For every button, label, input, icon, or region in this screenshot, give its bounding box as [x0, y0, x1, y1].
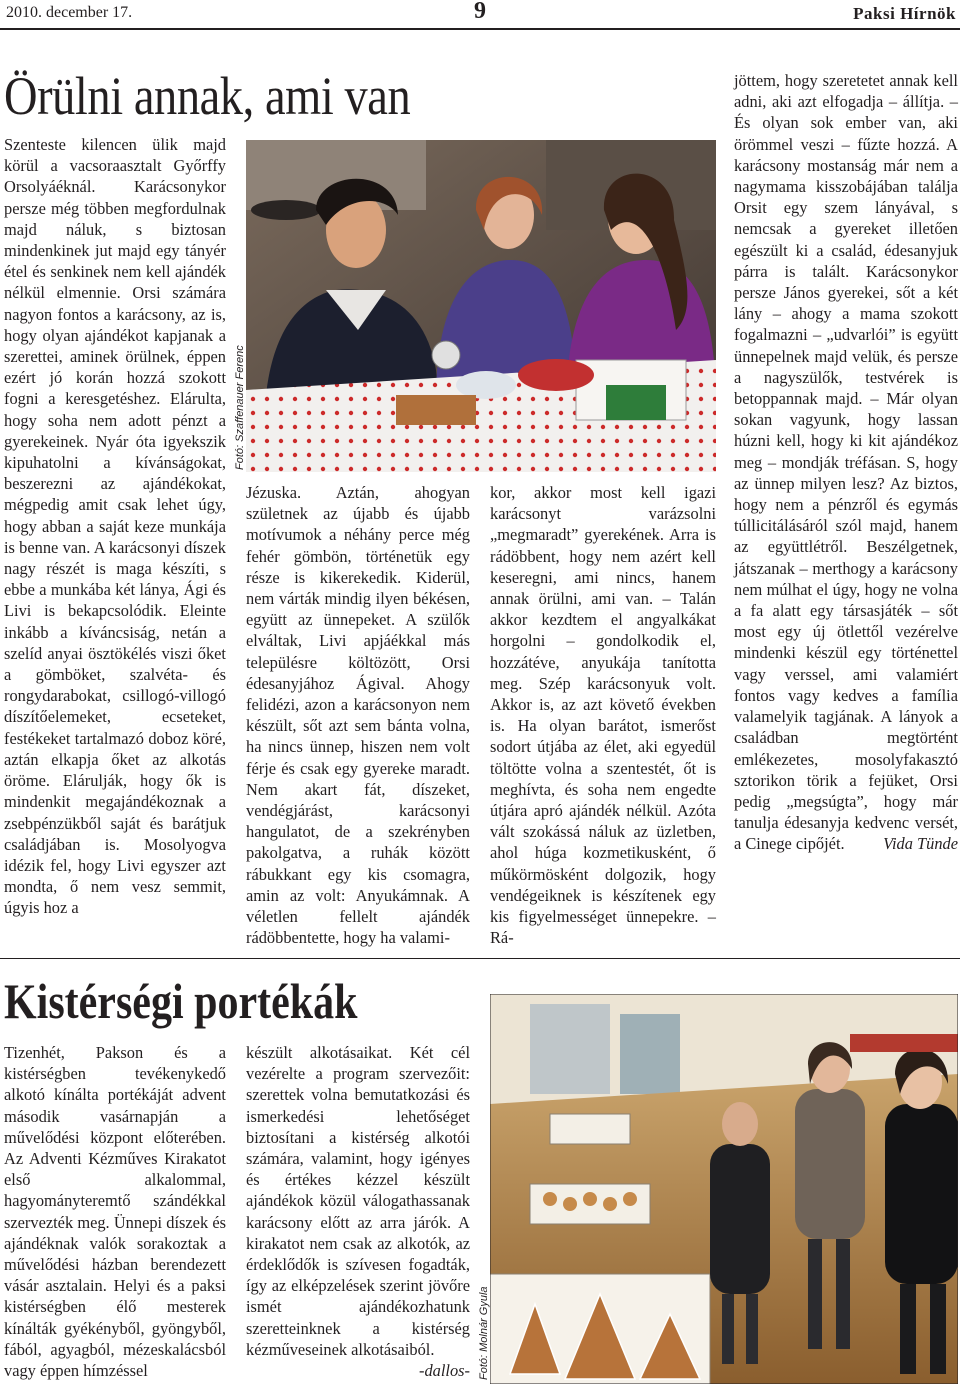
- issue-date: 2010. december 17.: [6, 4, 133, 21]
- photo-women-crafting: [246, 140, 716, 472]
- page-number: 9: [474, 0, 486, 24]
- author-signature: Vida Tünde: [883, 834, 958, 854]
- article-text: Szenteste kilencen ülik majd körül a vacsoraasztalt Győrffy Orsolyáéknál. Karácsonykor persze még többen megfordulnak majd náluk, s biztosan mindenkinek jut majd egy tányér étel és senkinek nem kell ajándék nélkül elmennie. Orsi számára nagyon fontos a karácsony, az is, hogy olyan ajándékot kapjanak a szerettei, aminek örülnek, éppen ezért jó korán hozzá szokott fogni a keresgetéshez. Elárulta, hogy soha nem adott pénzt a gyerekeinek. Nyár óta igyekszik kipuhatolni a kívánságokat, beszerezni az ajándékokat, mégpedig amit csak lehet úgy, hogy abban a saját keze munkája is benne van. A karácsonyi díszek nagy részét is maga készíti, s ebbe a munkába két lánya, Ági és Livi is bekapcsolódik. Eleinte inkább a kíváncsiság, netán a szelíd anyai ösztökélés viszi őket a gömböket, szalvéta- és rongydarabokat, csillogó-villogó díszítőelemeket, ecseteket, festékeket tartalmazó doboz köré, aztán elkapja őket az alkotás öröme. Elárulják, hogy ők is mindenkit megajándékoznak a zsebpénzükből saját és barátjuk családjában is. Mosolyogva idézik fel, hogy Livi egyszer azt mondta, ő nem vesz semmit, úgyis hoz a: [4, 135, 226, 918]
- author-signature: -dallos-: [419, 1361, 470, 1381]
- article-text: készült alkotásaikat. Két cél vezérelte a program szervezőit: szerettek volna bemutatkozási és ismerkedési lehetőséget biztosítani a kistérség alkotói számára, valamint, hogy igényes és értékes kézzel készült ajándékok közül válogathassanak karácsony előtt az arra járók. A kirakatot nem csak az alkotók, az érdeklődők is szívesen fogadták, így az elképzelések szerint jövőre ismét ajándékozhatunk szeretteinknek a kistérség kézműveseinek alkotásaiból. -dallos-: [246, 1043, 470, 1381]
- article-text: kor, akkor most kell igazi karácsonyt varázsolni „megmaradt” gyerekének. Arra is rádöbbent, hogy nem azért kell keseregni, ami nincs, hanem annak örülni, ami van. – Talán akkor kezdtem el angyalkákat horgolni – gondolkodik el, hozzátéve, anyukája tanította meg. Szép karácsonyuk volt. Akkor is, az azt követő években is. Ha olyan barátot, ismerőst sodort útjába az élet, aki egyedül töltötte volna a szentestét, őt is meghívta, és soha nem engedte útjára apró ajándék nélkül. Azóta vált szokássá náluk az üzletben, ahol húga kozmetikusként, ő műkörmösként dolgozik, hogy vendégeiknek is készítenek egy kis figyelmességet ünnepekre. – Rá-: [490, 483, 716, 948]
- photo-credit: Fotó: Szaffenauer Ferenc: [234, 345, 246, 470]
- article-column-1: [4, 1042, 226, 1381]
- page-header: [0, 0, 960, 28]
- article-column-2: [246, 482, 470, 948]
- article-column-4: [734, 70, 958, 855]
- article-text: Tizenhét, Pakson és a kistérségben tevékenykedő alkotó kínálta portékáját advent második vasárnapján a művelődési központ előterében. Az Adventi Kézműves Kirakatot első alkalommal, hagyományteremtő szándékkal szervezték meg. Ünnepi díszek és ajándéknak valók sorakoztak a művelődési házban berendezett vásár asztalain. Helyi és a paksi kistérségben élő mesterek kínálták gyékényből, gyöngyből, fából, agyagból, mézeskalácsból vagy éppen hímzéssel: [4, 1043, 226, 1381]
- article-text: Jézuska. Aztán, ahogyan születnek az újabb és újabb motívumok a néhány perce még fehér gömbön, történetük egy része is kikerekedik. Kiderül, nem várták mindig ilyen békésen, együtt az ünnepeket. A szülők elváltak, Livi apjáékkal más településre költözött, Orsi édesanyjához Ágival. Ahogy felidézi, azon a karácsonyon nem készült, sőt azt sem bánta volna, ha nincs ünnep, hiszen nem volt férje és csak egy gyereke maradt. Nem akart fát, díszeket, vendégjárást, karácsonyi hangulatot, de a szekrényben pakolgatva, a ruhák között rábukkant egy kis csomagra, amin az volt: Anyukámnak. A véletlen fellelt ajándék rádöbbentette, hogy ha valami-: [246, 483, 470, 948]
- newspaper-name: Paksi Hírnök: [853, 4, 956, 23]
- article-column-2: [246, 1042, 470, 1381]
- article-title: Örülni annak, ami van: [4, 66, 411, 126]
- article-column-3: [490, 482, 716, 948]
- article-column-1: [4, 134, 226, 919]
- header-rule: [0, 28, 960, 30]
- photo-credit: Fotó: Molnár Gyula: [478, 1286, 490, 1380]
- article-title: Kistérségi portékák: [4, 973, 358, 1029]
- article-text: jöttem, hogy szeretetet annak kell adni, aki azt elfogadja – állítja. – És olyan sok ember van, aki örömmel veszi – fűzte hozzá. A karácsony mostanság már nem a nagymama kisszobájában találja Orsit egy szem lányával, s nemcsak a gyereket illetően egészült ki a család, édesanyjuk párra is talált. Karácsonykor persze János gyerekei, sőt a két lány – ahogy a mama szokott fogalmazni – „udvarlói” is együtt ünnepelnek majd velük, és persze a nagyszülők, testvérek is betoppannak majd. – Már olyan sokan vagyunk, hogy lassan húzni kell, hogy ki kit ajándékoz meg – mondják tréfásan. S, hogy az ünnep milyen lesz? Az biztos, hogy nem a pénzről és egymás túllicitálásáról szól majd, hanem az együttlétről. Beszélgetnek, játszanak – merthogy a karácsony nem múlhat el úgy, hogy ne volna a fa alatt egy társasjáték – sőt most egy új ötlettől vezérelve mindenki készül egy történettel vagy verssel, ami valamiért fontos vagy kedves a família valamelyik tagjának. A lányok a családban megtörtént emlékezetes, mosolyfakasztó sztorikon törik a fejüket, Orsi pedig „megsúgta”, hogy már tanulja édesanyja kedvenc versét, a Cinege cipőjét. Vida Tünde: [734, 71, 958, 854]
- photo-craft-fair: [490, 994, 958, 1384]
- section-divider: [0, 958, 960, 959]
